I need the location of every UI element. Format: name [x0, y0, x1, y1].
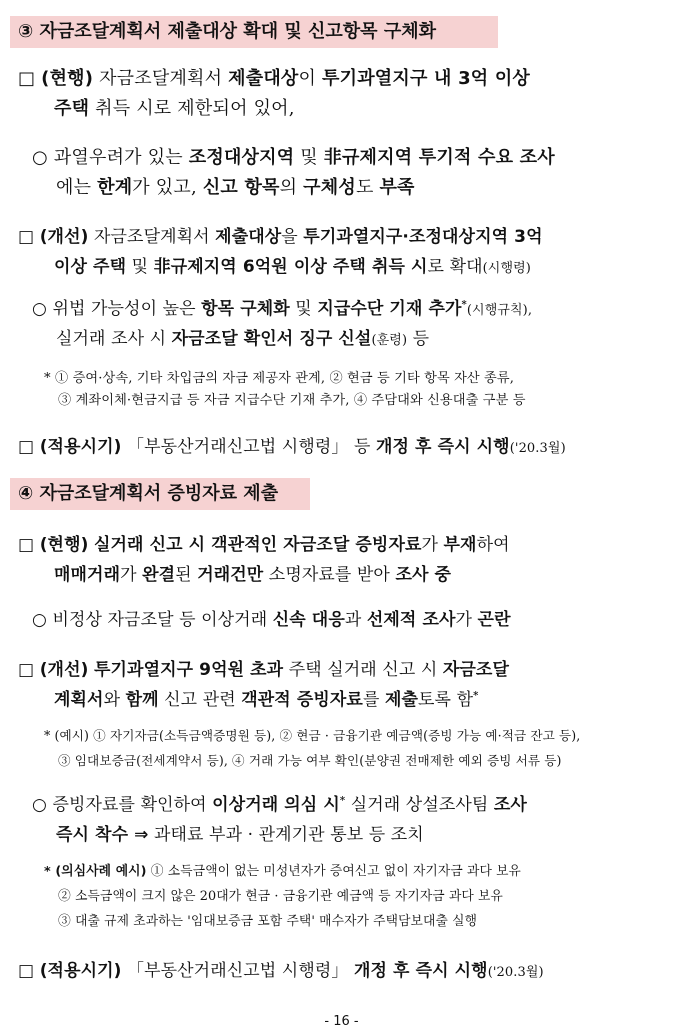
section4-example-line1: * (예시) ① 자기자금(소득금액증명원 등), ② 현금 · 금융기관 예금액(증빙 가능 예·적금 잔고 등),	[44, 728, 581, 743]
section4-current-cont: 매매거래가 완결된 거래건만 소명자료를 받아 조사 중	[54, 565, 452, 585]
section4-action-cont: 즉시 착수 ⇒ 과태료 부과 · 관계기관 통보 등 조치	[56, 825, 424, 845]
section4-cases-line1: * (의심사례 예시) ① 소득금액이 없는 미성년자가 증여신고 없이 자기자금 과다 보유	[44, 864, 521, 879]
section4-action: ○ 증빙자료를 확인하여 이상거래 의심 시* 실거래 상설조사팀 조사	[32, 795, 527, 815]
section4-improve: □ (개선) 투기과열지구 9억원 초과 주택 실거래 신고 시 자금조달	[18, 660, 509, 680]
section3-problem: ○ 과열우려가 있는 조정대상지역 및 非규제지역 투기적 수요 조사	[32, 147, 555, 168]
section4-header: ④ 자금조달계획서 증빙자료 제출	[18, 483, 279, 504]
section3-problem-cont: 에는 한계가 있고, 신고 항목의 구체성도 부족	[56, 177, 415, 198]
section4-improve-cont: 계획서와 함께 신고 관련 객관적 증빙자료를 제출토록 함*	[54, 690, 479, 710]
section4-cases-line3: ③ 대출 규제 초과하는 '임대보증금 포함 주택' 매수자가 주택담보대출 실행	[58, 914, 478, 929]
section3-current: □ (현행) 자금조달계획서 제출대상이 투기과열지구 내 3억 이상	[18, 68, 531, 89]
section3-improve: □ (개선) 자금조달계획서 제출대상을 투기과열지구·조정대상지역 3억	[18, 227, 543, 247]
section4-problem: ○ 비정상 자금조달 등 이상거래 신속 대응과 선제적 조사가 곤란	[32, 610, 511, 630]
page-number: - 16 -	[324, 1014, 359, 1029]
section3-detail: ○ 위법 가능성이 높은 항목 구체화 및 지급수단 기재 추가*(시행규칙),	[32, 299, 533, 319]
section3-timing: □ (적용시기) 「부동산거래신고법 시행령」 등 개정 후 즉시 시행('20.3월)	[18, 437, 566, 457]
section3-note-line1: * ① 증여·상속, 기타 차입금의 자금 제공자 관계, ② 현금 등 기타 항목 자산 종류,	[44, 371, 515, 386]
section3-current-cont: 주택 취득 시로 제한되어 있어,	[54, 98, 295, 119]
section3-improve-cont: 이상 주택 및 非규제지역 6억원 이상 주택 취득 시로 확대(시행령)	[54, 257, 531, 277]
section3-detail-cont: 실거래 조사 시 자금조달 확인서 징구 신설(훈령) 등	[56, 329, 430, 349]
section4-example-line2: ③ 임대보증금(전세계약서 등), ④ 거래 가능 여부 확인(분양권 전매제한 예외 증빙 서류 등)	[58, 753, 562, 768]
section4-current: □ (현행) 실거래 신고 시 객관적인 자금조달 증빙자료가 부재하여	[18, 535, 510, 555]
section3-header: ③ 자금조달계획서 제출대상 확대 및 신고항목 구체화	[18, 21, 436, 42]
section4-cases-line2: ② 소득금액이 크지 않은 20대가 현금 · 금융기관 예금액 등 자기자금 과다 보유	[58, 889, 503, 904]
section4-timing: □ (적용시기) 「부동산거래신고법 시행령」 개정 후 즉시 시행('20.3월)	[18, 961, 544, 981]
section3-note-line2: ③ 계좌이체·현금지급 등 자금 지급수단 기재 추가, ④ 주담대와 신용대출 구분 등	[58, 393, 526, 408]
